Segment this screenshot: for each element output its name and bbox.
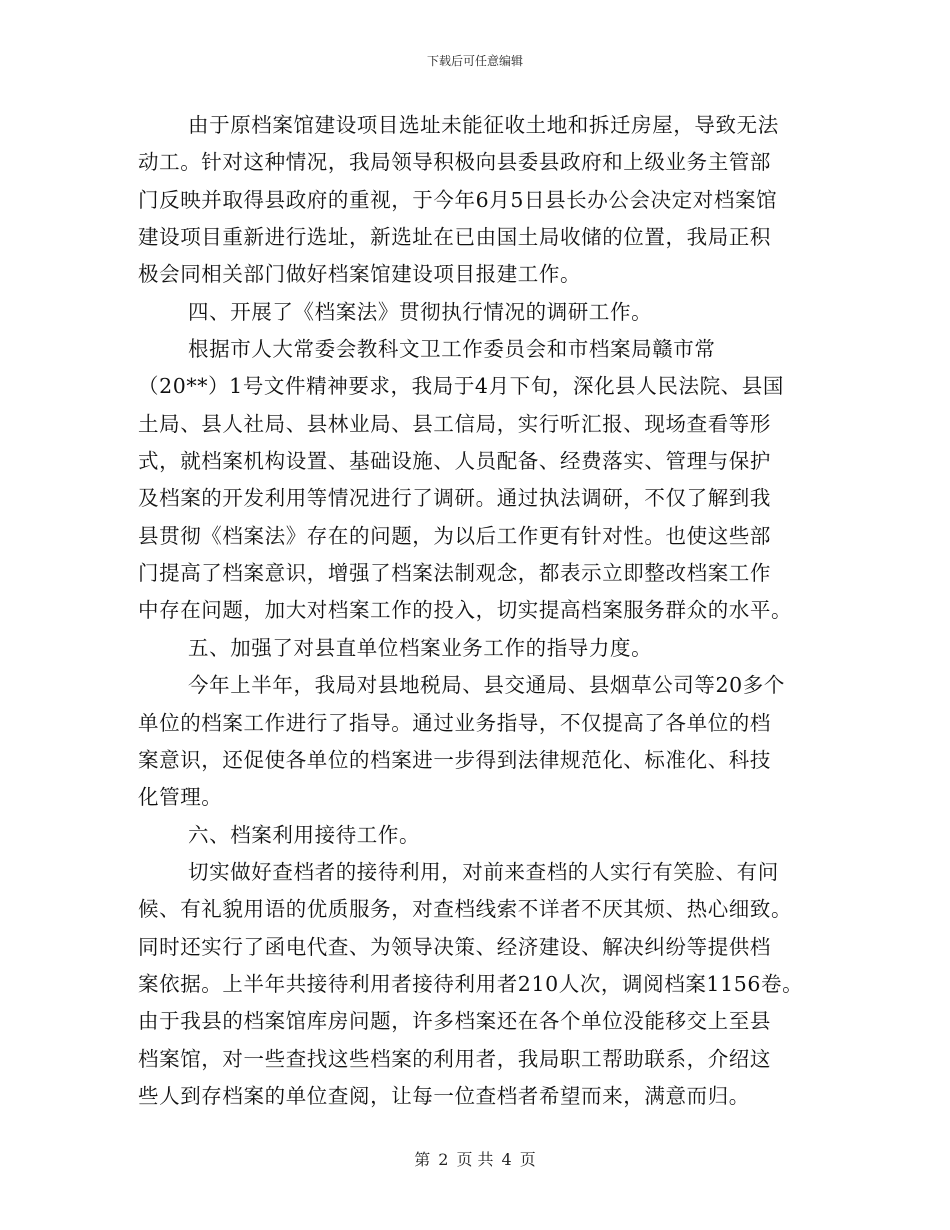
paragraph-first-line: 切实做好查档者的接待利用，对前来查档的人实行有笑脸、有问 bbox=[188, 859, 779, 884]
paragraph-line: 极会同相关部门做好档案馆建设项目报建工作。 bbox=[138, 262, 582, 287]
paragraph-first-line: 五、加强了对县直单位档案业务工作的指导力度。 bbox=[188, 635, 653, 660]
paragraph-first-line: 由于原档案馆建设项目选址未能征收土地和拆迁房屋，导致无法 bbox=[188, 113, 779, 137]
footer-total-pages: 4 bbox=[501, 1150, 512, 1169]
paragraph-first-line: 六、档案利用接待工作。 bbox=[188, 822, 421, 847]
paragraph-first-line: 四、开展了《档案法》贯彻执行情况的调研工作。 bbox=[188, 299, 653, 324]
paragraph-line: 门反映并取得县政府的重视，于今年6月5日县长办公会决定对档案馆 bbox=[138, 187, 778, 212]
footer-suffix: 页 bbox=[519, 1150, 536, 1169]
footer-current-page: 2 bbox=[438, 1150, 449, 1169]
paragraph-first-line: 今年上半年，我局对县地税局、县交通局、县烟草公司等20多个 bbox=[188, 673, 785, 698]
paragraph-line: 候、有礼貌用语的优质服务，对查档线索不详者不厌其烦、热心细致。 bbox=[138, 897, 793, 922]
paragraph-line: 式，就档案机构设置、基础设施、人员配备、经费落实、管理与保护 bbox=[138, 449, 771, 474]
paragraph-line: 中存在问题，加大对档案工作的投入，切实提高档案服务群众的水平。 bbox=[138, 598, 793, 623]
document-body bbox=[138, 107, 828, 1115]
page-footer bbox=[0, 1147, 950, 1170]
paragraph-line: 化管理。 bbox=[138, 785, 223, 810]
paragraph-line: 案意识，还促使各单位的档案进一步得到法律规范化、标准化、科技 bbox=[138, 747, 771, 772]
paragraph-line: 些人到存档案的单位查阅，让每一位查档者希望而来，满意而归。 bbox=[138, 1083, 750, 1108]
paragraph-line: 县贯彻《档案法》存在的问题，为以后工作更有针对性。也使这些部 bbox=[138, 523, 771, 548]
paragraph-line: 同时还实行了函电代查、为领导决策、经济建设、解决纠纷等提供档 bbox=[138, 934, 771, 959]
paragraph-line: 由于我县的档案馆库房问题，许多档案还在各个单位没能移交上至县 bbox=[138, 1009, 771, 1034]
paragraph-line: （20**）1号文件精神要求，我局于4月下旬，深化县人民法院、县国 bbox=[138, 374, 784, 399]
paragraph-line: 建设项目重新进行选址，新选址在已由国土局收储的位置，我局正积 bbox=[138, 225, 771, 250]
footer-prefix: 第 bbox=[414, 1150, 431, 1169]
page-header-note: 下载后可任意编辑 bbox=[426, 54, 523, 68]
paragraph-line: 档案馆，对一些查找这些档案的利用者，我局职工帮助联系，介绍这 bbox=[138, 1046, 771, 1071]
paragraph-line: 门提高了档案意识，增强了档案法制观念，都表示立即整改档案工作 bbox=[138, 561, 771, 586]
paragraph-line: 动工。针对这种情况，我局领导积极向县委县政府和上级业务主管部 bbox=[138, 150, 771, 175]
paragraph-line: 案依据。上半年共接待利用者接待利用者210人次，调阅档案1156卷。 bbox=[138, 971, 804, 996]
paragraph-first-line: 根据市人大常委会教科文卫工作委员会和市档案局赣市常 bbox=[188, 337, 716, 362]
paragraph-line: 土局、县人社局、县林业局、县工信局，实行听汇报、现场查看等形 bbox=[138, 411, 771, 436]
paragraph-line: 单位的档案工作进行了指导。通过业务指导，不仅提高了各单位的档 bbox=[138, 710, 771, 735]
paragraph-line: 及档案的开发利用等情况进行了调研。通过执法调研，不仅了解到我 bbox=[138, 486, 771, 511]
footer-middle: 页 共 bbox=[456, 1150, 494, 1169]
